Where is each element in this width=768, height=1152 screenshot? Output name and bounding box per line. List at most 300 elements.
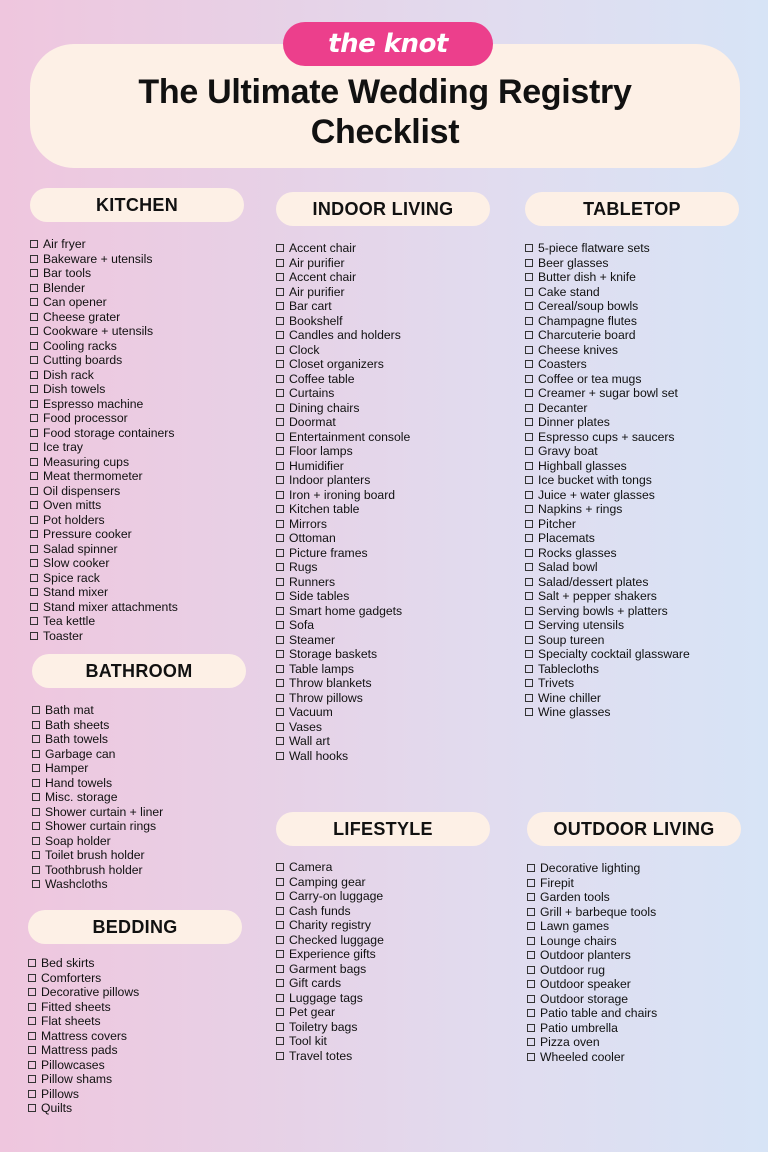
checkbox-icon[interactable] [525, 636, 533, 644]
checkbox-icon[interactable] [32, 706, 40, 714]
checkbox-icon[interactable] [276, 404, 284, 412]
checkbox-icon[interactable] [525, 592, 533, 600]
checkbox-icon[interactable] [30, 603, 38, 611]
checklist-item [527, 905, 741, 920]
checklist-item-label: Side tables [289, 589, 350, 603]
checklist-item-label: Candles and holders [289, 328, 401, 342]
page-title: The Ultimate Wedding Registry Checklist [138, 73, 632, 151]
checkbox-icon[interactable] [276, 1023, 284, 1031]
checkbox-icon[interactable] [525, 665, 533, 673]
checklist-item [32, 819, 246, 834]
checklist-item-label: Decorative lighting [540, 861, 641, 875]
checklist-item-label: Washcloths [45, 877, 108, 891]
checklist-item-label: Measuring cups [43, 454, 130, 469]
checklist-item [28, 985, 242, 1000]
checkbox-icon[interactable] [527, 980, 535, 988]
checkbox-icon[interactable] [527, 864, 535, 872]
checklist-item [276, 531, 490, 546]
checklist-item-label: Air fryer [43, 237, 86, 251]
checklist-item-label: Shower curtain rings [45, 819, 157, 833]
checklist-item [276, 1005, 490, 1020]
checklist-item-label: Mirrors [289, 516, 327, 531]
checkbox-icon[interactable] [276, 302, 284, 310]
checkbox-icon[interactable] [28, 1075, 36, 1083]
section-heading-tabletop: TABLETOP [525, 192, 739, 226]
checklist-outdoor-living [527, 861, 741, 1064]
checklist-item [525, 270, 739, 285]
checklist-item [527, 1035, 741, 1050]
checkbox-icon[interactable] [525, 549, 533, 557]
checklist-item-label: Dinner plates [538, 415, 610, 429]
checklist-item [276, 1049, 490, 1064]
checkbox-icon[interactable] [28, 1032, 36, 1040]
checklist-item-label: Salt + pepper shakers [538, 589, 657, 603]
checklist-item-label: Pressure cooker [43, 527, 132, 541]
checklist-item [527, 992, 741, 1007]
checkbox-icon[interactable] [276, 994, 284, 1002]
checkbox-icon[interactable] [276, 549, 284, 557]
checklist-item [525, 256, 739, 271]
checkbox-icon[interactable] [525, 650, 533, 658]
checklist-item [276, 256, 490, 271]
section-bathroom [32, 654, 246, 892]
checkbox-icon[interactable] [28, 1090, 36, 1098]
checkbox-icon[interactable] [276, 244, 284, 252]
checklist-item [32, 703, 246, 718]
checkbox-icon[interactable] [276, 708, 284, 716]
checklist-item-label: Bath mat [45, 703, 94, 717]
checklist-item [525, 459, 739, 474]
checklist-item [28, 1058, 242, 1073]
checkbox-icon[interactable] [527, 1024, 535, 1032]
checkbox-icon[interactable] [276, 288, 284, 296]
checkbox-icon[interactable] [276, 491, 284, 499]
section-heading-outdoor-living: OUTDOOR LIVING [527, 812, 741, 846]
checklist-item-label: Meat thermometer [43, 469, 143, 483]
checklist-item [527, 919, 741, 934]
checkbox-icon[interactable] [30, 516, 38, 524]
checklist-item [276, 918, 490, 933]
checklist-item [276, 401, 490, 416]
checkbox-icon[interactable] [30, 472, 38, 480]
checklist-item-label: Salad spinner [43, 541, 118, 556]
checklist-item-label: Wheeled cooler [540, 1049, 625, 1064]
checklist-item-label: Cooling racks [43, 338, 117, 353]
checklist-item [30, 571, 244, 586]
checkbox-icon[interactable] [525, 288, 533, 296]
checkbox-icon[interactable] [525, 621, 533, 629]
checklist-item-label: Highball glasses [538, 458, 627, 473]
checkbox-icon[interactable] [276, 273, 284, 281]
checkbox-icon[interactable] [30, 414, 38, 422]
checklist-item [276, 1020, 490, 1035]
checklist-item-label: Doormat [289, 415, 336, 429]
checkbox-icon[interactable] [28, 959, 36, 967]
checklist-item [525, 517, 739, 532]
checklist-item-label: Espresso cups + saucers [538, 429, 675, 444]
checklist-item-label: Air purifier [289, 255, 345, 270]
checkbox-icon[interactable] [276, 578, 284, 586]
checklist-item-label: Hand towels [45, 775, 113, 790]
checklist-item-label: Beer glasses [538, 255, 609, 270]
checkbox-icon[interactable] [276, 563, 284, 571]
section-tabletop [525, 192, 739, 720]
checkbox-icon[interactable] [527, 893, 535, 901]
checklist-item-label: Serving utensils [538, 618, 625, 632]
checkbox-icon[interactable] [30, 487, 38, 495]
checkbox-icon[interactable] [32, 822, 40, 830]
checkbox-icon[interactable] [527, 995, 535, 1003]
checkbox-icon[interactable] [276, 259, 284, 267]
checklist-item-label: Fitted sheets [41, 999, 111, 1014]
checklist-item [527, 948, 741, 963]
checkbox-icon[interactable] [527, 937, 535, 945]
checklist-item [28, 1043, 242, 1058]
checkbox-icon[interactable] [32, 721, 40, 729]
checklist-item-label: Gravy boat [538, 444, 598, 458]
section-lifestyle [276, 812, 490, 1063]
checkbox-icon[interactable] [30, 458, 38, 466]
checklist-item [276, 705, 490, 720]
checklist-item [32, 805, 246, 820]
section-heading-bathroom: BATHROOM [32, 654, 246, 688]
checkbox-icon[interactable] [276, 636, 284, 644]
checklist-item-label: Rocks glasses [538, 545, 617, 560]
checkbox-icon[interactable] [30, 240, 38, 248]
checkbox-icon[interactable] [527, 908, 535, 916]
checkbox-icon[interactable] [525, 404, 533, 412]
checklist-item [30, 310, 244, 325]
checkbox-icon[interactable] [276, 907, 284, 915]
checklist-item-label: Cash funds [289, 903, 351, 918]
checkbox-icon[interactable] [28, 1017, 36, 1025]
checkbox-icon[interactable] [276, 965, 284, 973]
checkbox-icon[interactable] [525, 346, 533, 354]
checklist-item-label: Grill + barbeque tools [540, 904, 657, 919]
checklist-item [276, 904, 490, 919]
checkbox-icon[interactable] [527, 879, 535, 887]
checklist-item-label: Coffee table [289, 371, 355, 386]
checkbox-icon[interactable] [525, 244, 533, 252]
checklist-item-label: Toiletry bags [289, 1019, 358, 1034]
checkbox-icon[interactable] [525, 476, 533, 484]
checkbox-icon[interactable] [276, 375, 284, 383]
checklist-item [28, 1000, 242, 1015]
checkbox-icon[interactable] [30, 313, 38, 321]
checklist-item [276, 270, 490, 285]
checkbox-icon[interactable] [30, 284, 38, 292]
checkbox-icon[interactable] [276, 534, 284, 542]
checkbox-icon[interactable] [276, 621, 284, 629]
checklist-item-label: Runners [289, 574, 336, 589]
checklist-item [30, 426, 244, 441]
section-indoor-living [276, 192, 490, 763]
checkbox-icon[interactable] [525, 679, 533, 687]
checkbox-icon[interactable] [30, 342, 38, 350]
checklist-item [32, 718, 246, 733]
checklist-item [32, 732, 246, 747]
checkbox-icon[interactable] [32, 808, 40, 816]
checkbox-icon[interactable] [525, 360, 533, 368]
checkbox-icon[interactable] [525, 273, 533, 281]
checklist-item-label: Butter dish + knife [538, 270, 636, 284]
checkbox-icon[interactable] [32, 837, 40, 845]
checkbox-icon[interactable] [525, 331, 533, 339]
checkbox-icon[interactable] [276, 650, 284, 658]
checklist-item [30, 411, 244, 426]
checklist-item [30, 397, 244, 412]
checklist-item [525, 691, 739, 706]
checklist-item-label: Patio table and chairs [540, 1006, 658, 1020]
checklist-item [525, 676, 739, 691]
checkbox-icon[interactable] [276, 331, 284, 339]
checkbox-icon[interactable] [276, 520, 284, 528]
checkbox-icon[interactable] [30, 632, 38, 640]
checkbox-icon[interactable] [276, 863, 284, 871]
checklist-item-label: Toilet brush holder [45, 848, 145, 862]
checkbox-icon[interactable] [525, 520, 533, 528]
checklist-item-label: Steamer [289, 632, 336, 647]
checklist-item [276, 314, 490, 329]
checkbox-icon[interactable] [32, 851, 40, 859]
checklist-item [28, 1101, 242, 1116]
checkbox-icon[interactable] [276, 505, 284, 513]
checkbox-icon[interactable] [30, 530, 38, 538]
checklist-item [32, 790, 246, 805]
checklist-item-label: Iron + ironing board [289, 487, 396, 502]
checkbox-icon[interactable] [525, 563, 533, 571]
checkbox-icon[interactable] [276, 723, 284, 731]
checklist-item-label: Vases [289, 719, 322, 734]
checkbox-icon[interactable] [32, 866, 40, 874]
checkbox-icon[interactable] [276, 418, 284, 426]
checkbox-icon[interactable] [276, 936, 284, 944]
checklist-item-label: Bath sheets [45, 717, 110, 732]
checkbox-icon[interactable] [525, 389, 533, 397]
checklist-item-label: Spice rack [43, 570, 100, 585]
checkbox-icon[interactable] [276, 679, 284, 687]
checklist-item-label: Wine chiller [538, 690, 601, 705]
checkbox-icon[interactable] [276, 346, 284, 354]
checkbox-icon[interactable] [276, 1037, 284, 1045]
checkbox-icon[interactable] [276, 737, 284, 745]
checkbox-icon[interactable] [525, 302, 533, 310]
checkbox-icon[interactable] [276, 921, 284, 929]
checklist-item [32, 834, 246, 849]
checklist-item-label: Air purifier [289, 284, 345, 299]
checkbox-icon[interactable] [525, 578, 533, 586]
checklist-item [525, 285, 739, 300]
checkbox-icon[interactable] [276, 950, 284, 958]
checklist-item [276, 386, 490, 401]
checklist-item-label: Hamper [45, 761, 89, 775]
checklist-item [32, 877, 246, 892]
checklist-item-label: Toothbrush holder [45, 862, 143, 877]
checkbox-icon[interactable] [525, 447, 533, 455]
checklist-item [276, 976, 490, 991]
checkbox-icon[interactable] [30, 269, 38, 277]
checkbox-icon[interactable] [30, 327, 38, 335]
checklist-item [276, 947, 490, 962]
checkbox-icon[interactable] [525, 505, 533, 513]
checkbox-icon[interactable] [276, 665, 284, 673]
checklist-item [276, 343, 490, 358]
checkbox-icon[interactable] [525, 607, 533, 615]
checkbox-icon[interactable] [30, 371, 38, 379]
checkbox-icon[interactable] [32, 735, 40, 743]
checklist-item-label: Slow cooker [43, 556, 110, 570]
checkbox-icon[interactable] [30, 443, 38, 451]
checklist-item-label: Picture frames [289, 545, 368, 560]
checkbox-icon[interactable] [28, 1061, 36, 1069]
checklist-item-label: Food storage containers [43, 425, 175, 440]
checklist-item [525, 444, 739, 459]
checklist-item-label: Carry-on luggage [289, 889, 384, 903]
checkbox-icon[interactable] [525, 708, 533, 716]
checkbox-icon[interactable] [30, 298, 38, 306]
checkbox-icon[interactable] [28, 1104, 36, 1112]
checkbox-icon[interactable] [525, 694, 533, 702]
checklist-item [276, 459, 490, 474]
checklist-item-label: Stand mixer [43, 585, 109, 599]
checklist-item [276, 889, 490, 904]
checkbox-icon[interactable] [276, 607, 284, 615]
checkbox-icon[interactable] [30, 385, 38, 393]
checkbox-icon[interactable] [32, 764, 40, 772]
checkbox-icon[interactable] [525, 375, 533, 383]
checkbox-icon[interactable] [30, 501, 38, 509]
checklist-item-label: Accent chair [289, 241, 357, 255]
checkbox-icon[interactable] [30, 559, 38, 567]
checklist-item [28, 1014, 242, 1029]
checklist-item [30, 600, 244, 615]
checkbox-icon[interactable] [30, 429, 38, 437]
checkbox-icon[interactable] [30, 400, 38, 408]
checklist-item-label: Throw blankets [289, 676, 372, 690]
checklist-item [30, 513, 244, 528]
checkbox-icon[interactable] [276, 892, 284, 900]
checkbox-icon[interactable] [32, 793, 40, 801]
checkbox-icon[interactable] [525, 418, 533, 426]
checkbox-icon[interactable] [32, 750, 40, 758]
checkbox-icon[interactable] [276, 592, 284, 600]
checklist-item-label: Bar tools [43, 266, 92, 280]
checklist-item-label: Floor lamps [289, 444, 353, 458]
checklist-item-label: Coffee or tea mugs [538, 371, 642, 386]
checklist-item [276, 299, 490, 314]
checkbox-icon[interactable] [276, 317, 284, 325]
checklist-item [276, 691, 490, 706]
checkbox-icon[interactable] [525, 259, 533, 267]
checkbox-icon[interactable] [32, 880, 40, 888]
checklist-item [276, 560, 490, 575]
checkbox-icon[interactable] [527, 1053, 535, 1061]
checkbox-icon[interactable] [276, 979, 284, 987]
checklist-bathroom [32, 703, 246, 892]
checkbox-icon[interactable] [28, 1046, 36, 1054]
checklist-item-label: Can opener [43, 295, 107, 309]
checkbox-icon[interactable] [276, 752, 284, 760]
checkbox-icon[interactable] [30, 545, 38, 553]
checklist-item-label: Dining chairs [289, 400, 360, 415]
checklist-item [525, 647, 739, 662]
checklist-item [525, 502, 739, 517]
checklist-item [276, 875, 490, 890]
checklist-item-label: Storage baskets [289, 647, 378, 661]
checkbox-icon[interactable] [30, 255, 38, 263]
checklist-item-label: Coasters [538, 357, 587, 371]
checklist-item-label: Salad bowl [538, 560, 598, 574]
checklist-item-label: Cheese grater [43, 309, 121, 324]
checkbox-icon[interactable] [30, 574, 38, 582]
checklist-item [276, 860, 490, 875]
checklist-item [527, 1021, 741, 1036]
checklist-lifestyle [276, 860, 490, 1063]
checkbox-icon[interactable] [527, 951, 535, 959]
checkbox-icon[interactable] [276, 878, 284, 886]
checklist-item [525, 546, 739, 561]
checkbox-icon[interactable] [527, 922, 535, 930]
checklist-item [30, 484, 244, 499]
checkbox-icon[interactable] [28, 974, 36, 982]
checkbox-icon[interactable] [28, 988, 36, 996]
checklist-item-label: Kitchen table [289, 502, 360, 516]
checkbox-icon[interactable] [276, 389, 284, 397]
checkbox-icon[interactable] [30, 356, 38, 364]
checklist-item [30, 339, 244, 354]
checkbox-icon[interactable] [276, 476, 284, 484]
checklist-item-label: Bakeware + utensils [43, 251, 153, 266]
checklist-item [32, 761, 246, 776]
checkbox-icon[interactable] [30, 588, 38, 596]
checklist-item [30, 440, 244, 455]
checkbox-icon[interactable] [276, 462, 284, 470]
checklist-item-label: Outdoor planters [540, 948, 631, 962]
checklist-item-label: Camping gear [289, 874, 366, 889]
checklist-item [527, 890, 741, 905]
checkbox-icon[interactable] [276, 1008, 284, 1016]
checkbox-icon[interactable] [525, 317, 533, 325]
checkbox-icon[interactable] [527, 966, 535, 974]
checkbox-icon[interactable] [28, 1003, 36, 1011]
checkbox-icon[interactable] [527, 1038, 535, 1046]
checklist-item-label: Soup tureen [538, 632, 605, 647]
checkbox-icon[interactable] [32, 779, 40, 787]
checkbox-icon[interactable] [525, 534, 533, 542]
checklist-item [276, 618, 490, 633]
checklist-item-label: Camera [289, 860, 333, 874]
checklist-item-label: Luggage tags [289, 990, 363, 1005]
checklist-item-label: Bookshelf [289, 313, 343, 328]
checkbox-icon[interactable] [276, 447, 284, 455]
checkbox-icon[interactable] [276, 433, 284, 441]
checkbox-icon[interactable] [276, 1052, 284, 1060]
checkbox-icon[interactable] [525, 433, 533, 441]
checkbox-icon[interactable] [525, 491, 533, 499]
checkbox-icon[interactable] [276, 694, 284, 702]
section-heading-lifestyle: LIFESTYLE [276, 812, 490, 846]
checklist-item-label: Wall hooks [289, 748, 349, 763]
checkbox-icon[interactable] [276, 360, 284, 368]
checklist-item-label: Serving bowls + platters [538, 603, 668, 618]
checklist-item-label: Pillow shams [41, 1072, 113, 1086]
checklist-item [28, 1072, 242, 1087]
checklist-item [276, 517, 490, 532]
checklist-item [30, 585, 244, 600]
checkbox-icon[interactable] [525, 462, 533, 470]
checkbox-icon[interactable] [527, 1009, 535, 1017]
checkbox-icon[interactable] [30, 617, 38, 625]
